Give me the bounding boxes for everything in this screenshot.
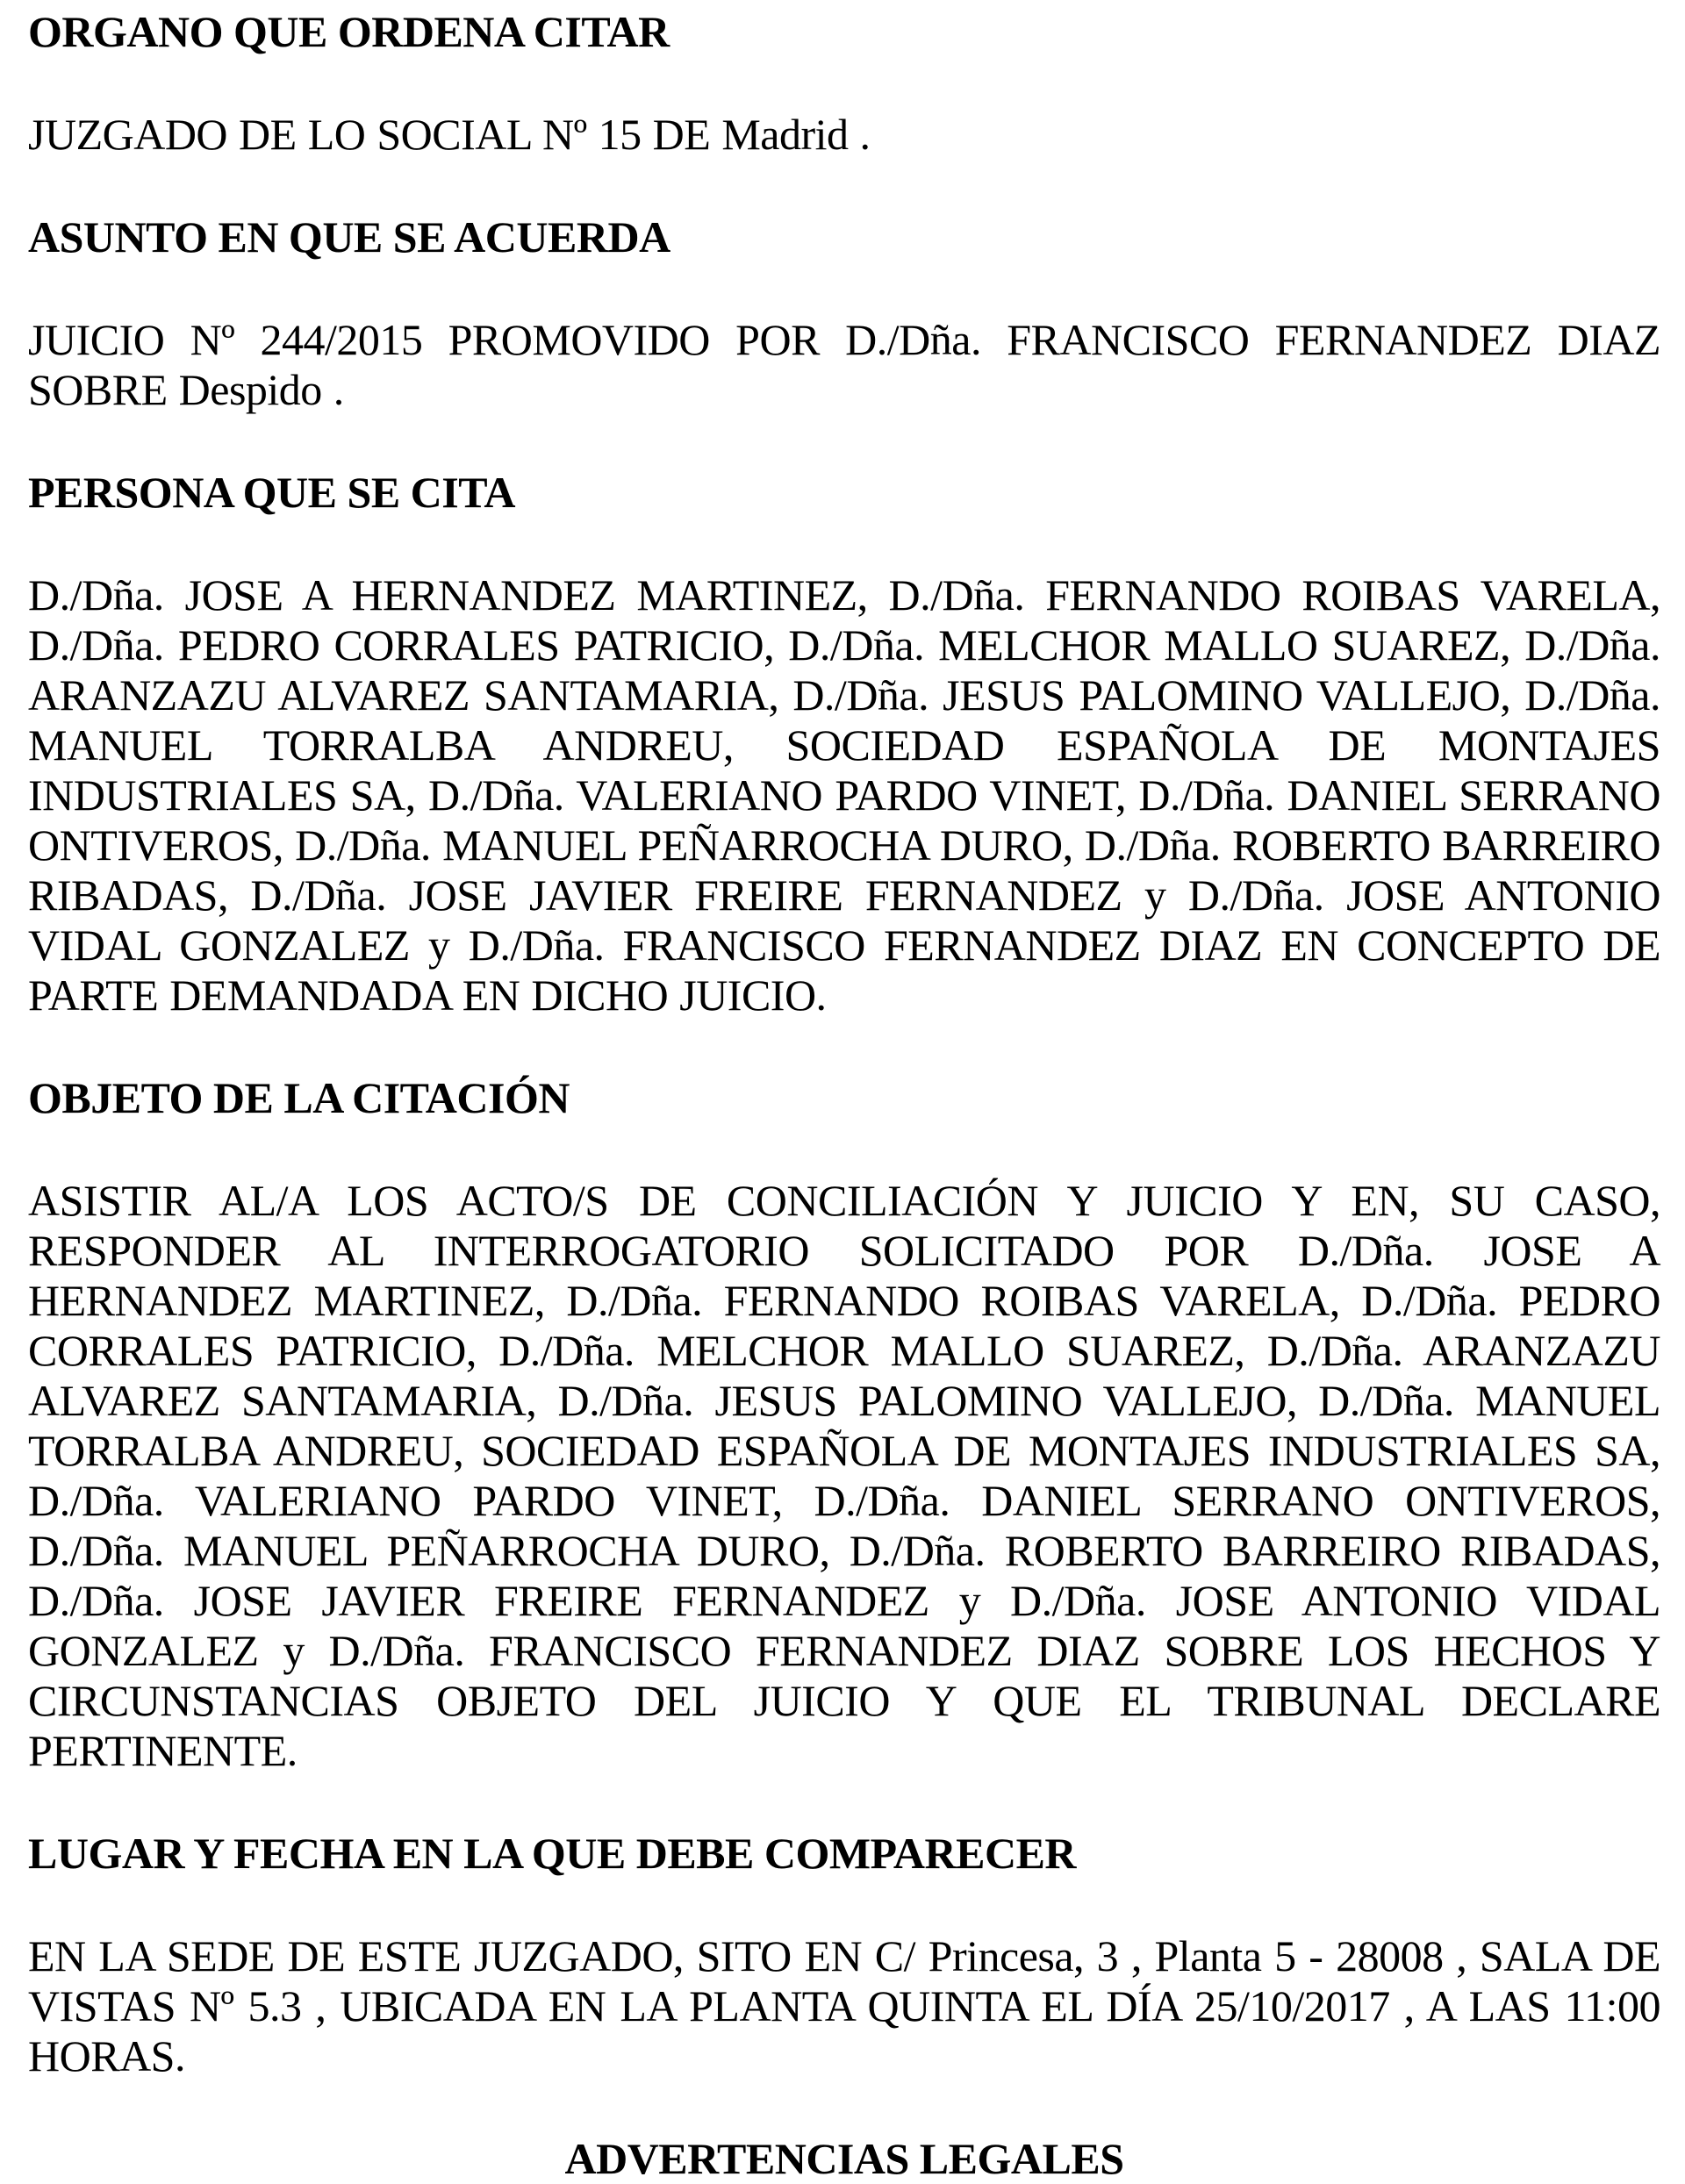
- section-heading-objeto-de-la-citacion: OBJETO DE LA CITACIÓN: [28, 1073, 570, 1122]
- section-heading-persona-que-se-cita: PERSONA QUE SE CITA: [28, 468, 515, 517]
- section-organo-que-ordena-citar: [28, 7, 1660, 160]
- section-heading-advertencias-legales: ADVERTENCIAS LEGALES: [564, 2134, 1124, 2183]
- paragraph-personas-citadas: D./Dña. JOSE A HERNANDEZ MARTINEZ, D./Dña. FERNANDO ROIBAS VARELA, D./Dña. PEDRO CORRALES PATRICIO, D./Dña. MELCHOR MALLO SUAREZ, D./Dña. ARANZAZU ALVAREZ SANTAMARIA, D./Dña. JESUS PALOMINO VALLEJO, D./Dña. MANUEL TORRALBA ANDREU, SOCIEDAD ESPAÑOLA DE MONTAJES INDUSTRIALES SA, D./Dña. VALERIANO PARDO VINET, D./Dña. DANIEL SERRANO ONTIVEROS, D./Dña. MANUEL PEÑARROCHA DURO, D./Dña. ROBERTO BARREIRO RIBADAS, D./Dña. JOSE JAVIER FREIRE FERNANDEZ y D./Dña. JOSE ANTONIO VIDAL GONZALEZ y D./Dña. FRANCISCO FERNANDEZ DIAZ EN CONCEPTO DE PARTE DEMANDADA EN DICHO JUICIO.: [28, 570, 1660, 1020]
- section-persona-que-se-cita: [28, 468, 1660, 1020]
- paragraph-sede-fecha-hora: EN LA SEDE DE ESTE JUZGADO, SITO EN C/ Princesa, 3 , Planta 5 - 28008 , SALA DE VISTAS Nº 5.3 , UBICADA EN LA PLANTA QUINTA EL DÍA 25/10/2017 , A LAS 11:00 HORAS.: [28, 1931, 1660, 2080]
- section-heading-organo-que-ordena-citar: ORGANO QUE ORDENA CITAR: [28, 7, 670, 56]
- paragraph-juzgado: JUZGADO DE LO SOCIAL Nº 15 DE Madrid .: [28, 110, 871, 159]
- section-heading-lugar-y-fecha: LUGAR Y FECHA EN LA QUE DEBE COMPARECER: [28, 1829, 1077, 1878]
- paragraph-juicio: JUICIO Nº 244/2015 PROMOVIDO POR D./Dña. FRANCISCO FERNANDEZ DIAZ SOBRE Despido .: [28, 315, 1660, 414]
- paragraph-objeto-citacion: ASISTIR AL/A LOS ACTO/S DE CONCILIACIÓN Y JUICIO Y EN, SU CASO, RESPONDER AL INTERROGATORIO SOLICITADO POR D./Dña. JOSE A HERNANDEZ MARTINEZ, D./Dña. FERNANDO ROIBAS VARELA, D./Dña. PEDRO CORRALES PATRICIO, D./Dña. MELCHOR MALLO SUAREZ, D./Dña. ARANZAZU ALVAREZ SANTAMARIA, D./Dña. JESUS PALOMINO VALLEJO, D./Dña. MANUEL TORRALBA ANDREU, SOCIEDAD ESPAÑOLA DE MONTAJES INDUSTRIALES SA, D./Dña. VALERIANO PARDO VINET, D./Dña. DANIEL SERRANO ONTIVEROS, D./Dña. MANUEL PEÑARROCHA DURO, D./Dña. ROBERTO BARREIRO RIBADAS, D./Dña. JOSE JAVIER FREIRE FERNANDEZ y D./Dña. JOSE ANTONIO VIDAL GONZALEZ y D./Dña. FRANCISCO FERNANDEZ DIAZ SOBRE LOS HECHOS Y CIRCUNSTANCIAS OBJETO DEL JUICIO Y QUE EL TRIBUNAL DECLARE PERTINENTE.: [28, 1176, 1660, 1775]
- section-objeto-de-la-citacion: [28, 1073, 1660, 1776]
- section-heading-asunto-en-que-se-acuerda: ASUNTO EN QUE SE ACUERDA: [28, 212, 670, 261]
- section-asunto-en-que-se-acuerda: [28, 212, 1660, 415]
- section-lugar-y-fecha: [28, 1829, 1660, 2081]
